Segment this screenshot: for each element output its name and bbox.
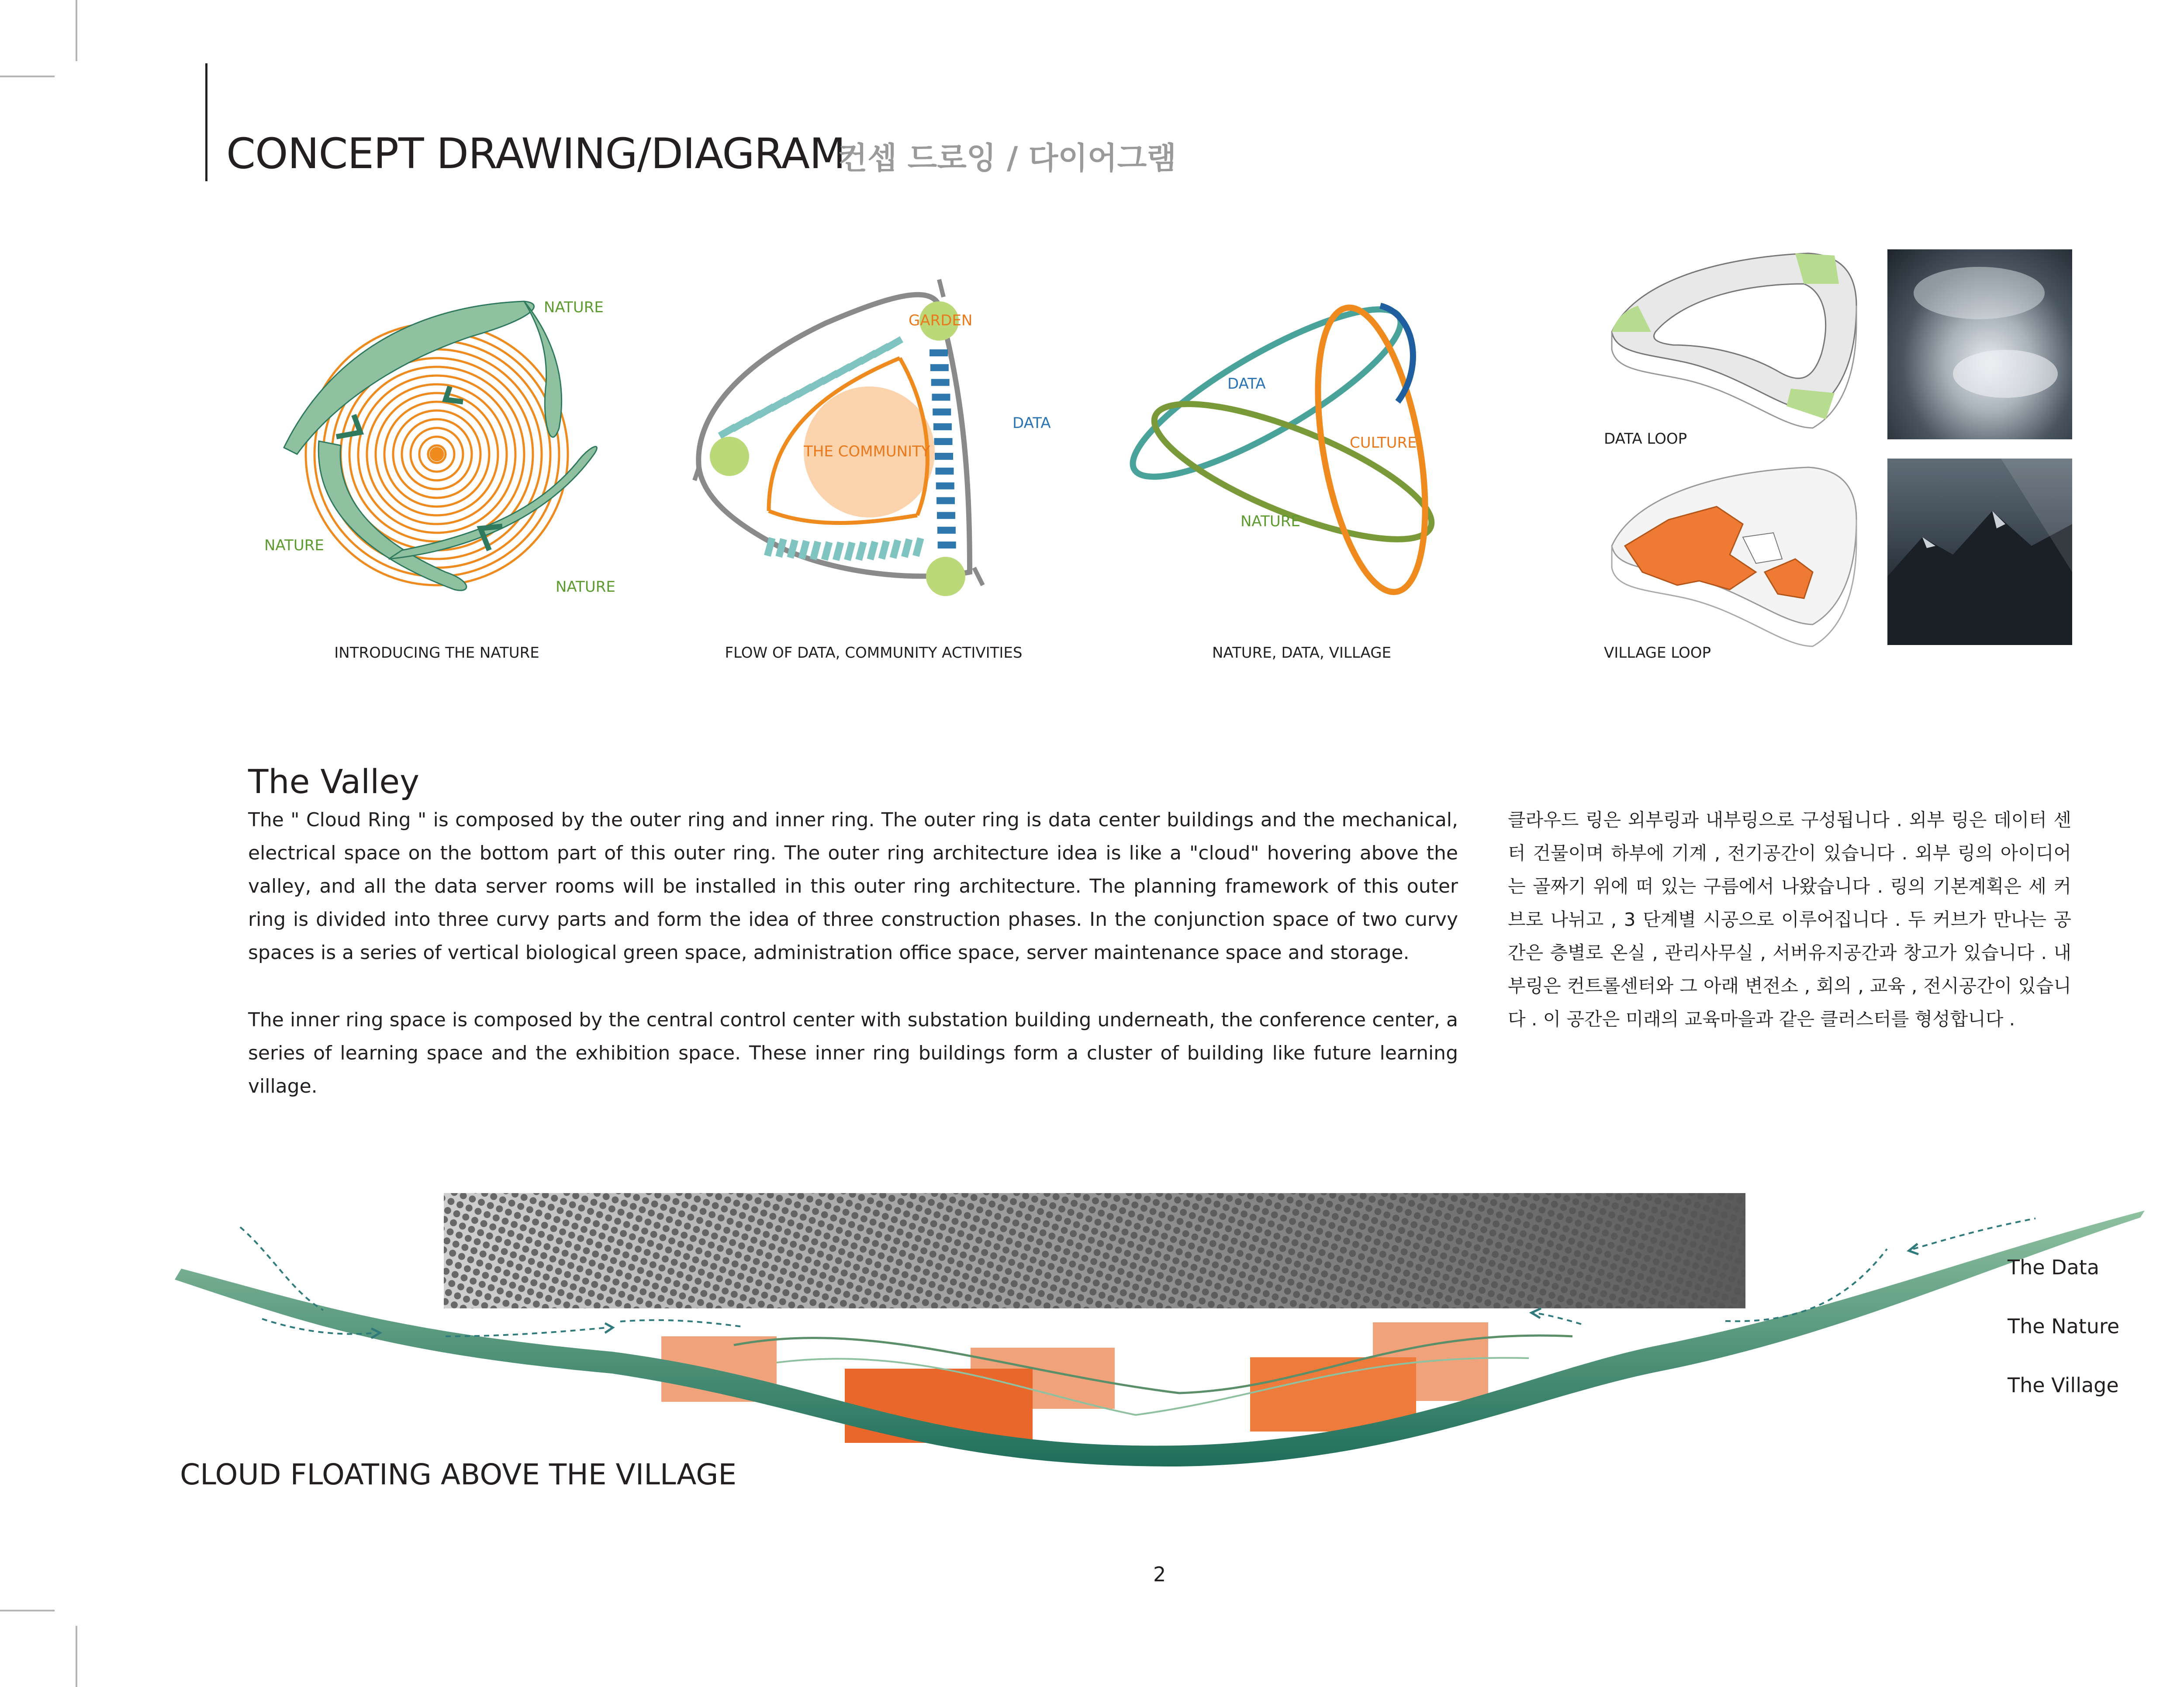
label-culture: CULTURE (1350, 434, 1417, 452)
mountain-photo (1887, 459, 2072, 645)
data-loop-model (1599, 245, 1870, 441)
legend-nature: The Nature (2008, 1314, 2120, 1338)
community-flow-arrow (769, 511, 917, 523)
cloud-photo (1887, 249, 2072, 439)
section-diagram-cloud-village (175, 1188, 2149, 1459)
diagram-introducing-nature (245, 271, 638, 620)
label-nature-left: NATURE (264, 537, 324, 554)
ring-arrow-icon (695, 467, 699, 480)
label-data: DATA (1013, 414, 1051, 432)
nature-swoosh-right (524, 301, 562, 437)
section-heading: The Valley (248, 762, 420, 801)
section-title: CLOUD FLOATING ABOVE THE VILLAGE (180, 1458, 737, 1491)
caption-introducing-nature: INTRODUCING THE NATURE (334, 644, 539, 662)
page-number: 2 (1153, 1563, 1166, 1586)
caption-village-loop: VILLAGE LOOP (1604, 644, 1711, 662)
ring-arrow-icon (974, 568, 983, 585)
data-loop (1115, 283, 1419, 504)
label-community: THE COMMUNITY (804, 443, 930, 460)
diagram-flow-of-data (681, 271, 1051, 620)
body-paragraph-2: The inner ring space is composed by the central control center with substation building underneath, the conference center, a series of learning space and the exhibition space. These inner ring buildings form a cluster of building like future learning village. (248, 1009, 1458, 1097)
page-title-korean: 컨셉 드로잉 / 다이어그램 (838, 140, 1176, 176)
caption-nature-data-village: NATURE, DATA, VILLAGE (1212, 644, 1392, 662)
green-space (1787, 389, 1835, 419)
body-paragraph-1: The " Cloud Ring " is composed by the outer ring and inner ring. The outer ring is data center buildings and the mechanical, electrical space on the bottom part of this outer ring. The outer ring architecture idea is like a "cloud" hovering above the valley, and all the data server rooms will be installed in this outer ring architecture. The planning framework of this outer ring is divided into three curvy parts and form the idea of three construction phases. In the conjunction space of two curvy spaces is a series of vertical biological green space, administration office space, server maintenance space and storage. (248, 809, 1458, 964)
legend-data: The Data (2008, 1256, 2100, 1279)
label-nature-bottom: NATURE (556, 578, 615, 596)
garden-node (926, 557, 965, 596)
label-garden: GARDEN (909, 312, 973, 329)
label-nature-top: NATURE (544, 299, 604, 316)
diagram-nature-data-village (1118, 271, 1468, 620)
body-paragraph-korean: 클라우드 링은 외부링과 내부링으로 구성됩니다 . 외부 링은 데이터 센터 건물이며 하부에 기계 , 전기공간이 있습니다 . 외부 링의 아이디어는 골짜기 위에 떠 있는 구름에서 나왔습니다 . 링의 기본계획은 세 커브로 나뉘고 , 3 단계별 시공으로 이루어집니다 . 두 커브가 만나는 공간은 층별로 온실 , 관리사무실 , 서버유지공간과 창고가 있습니다 . 내부링은 컨트롤센터와 그 아래 변전소 , 회의 , 교육 , 전시공간이 있습니다 . 이 공간은 미래의 교육마을과 같은 클러스터를 형성합니다 . (1508, 809, 2071, 1030)
page-title: CONCEPT DRAWING/DIAGRAM (226, 129, 845, 178)
ring-arrow-icon (939, 279, 943, 297)
caption-flow-of-data: FLOW OF DATA, COMMUNITY ACTIVITIES (725, 644, 1023, 662)
legend-village: The Village (2008, 1373, 2119, 1397)
caption-data-loop: DATA LOOP (1604, 430, 1687, 448)
village-loop-model (1599, 459, 1870, 655)
label-data: DATA (1227, 375, 1266, 393)
label-nature: NATURE (1241, 513, 1300, 530)
garden-node (710, 437, 749, 476)
title-rule (205, 63, 207, 181)
